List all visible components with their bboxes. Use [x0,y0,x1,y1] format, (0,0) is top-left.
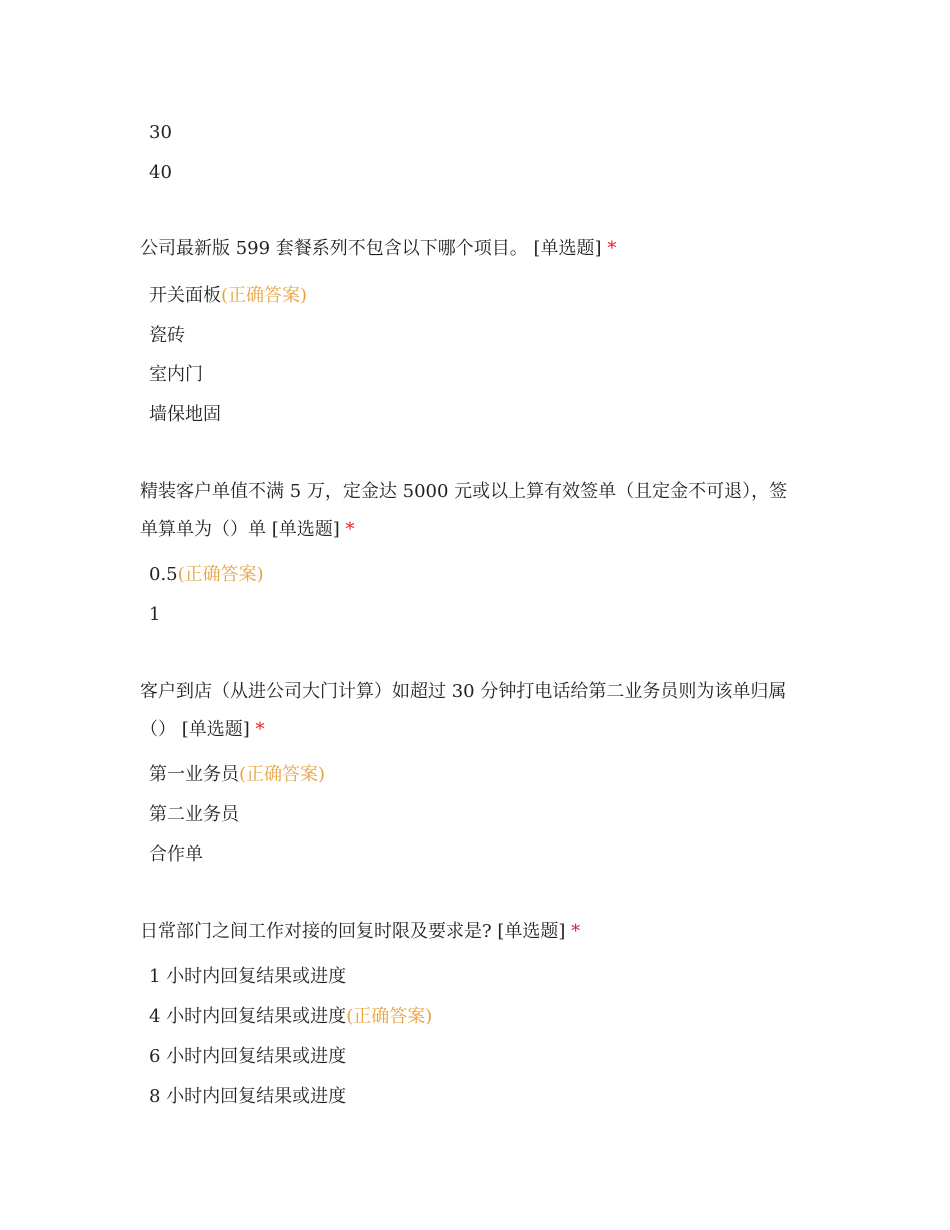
question-text: 公司最新版 599 套餐系列不包含以下哪个项目。 [单选题] [140,238,602,259]
correct-answer-note: (正确答案) [239,764,326,785]
option-label: 开关面板 [149,285,221,306]
option-label: 第一业务员 [149,764,239,785]
option-label: 4 小时内回复结果或进度 [149,1006,347,1027]
option-label: 瓷砖 [149,325,185,346]
required-mark: * [571,921,581,942]
option-item [149,843,203,867]
option-item [149,965,346,989]
option-label: 合作单 [149,844,203,865]
question-title [140,913,802,951]
option-label: 第二业务员 [149,804,239,825]
option-label: 0.5 [149,564,178,585]
option-item [149,1005,432,1029]
question-title [140,230,802,268]
option-item [149,161,172,185]
option-item [149,1045,346,1069]
option-label: 8 小时内回复结果或进度 [149,1086,347,1107]
option-item [149,603,160,627]
option-item [149,803,239,827]
required-mark: * [255,719,265,740]
option-label: 1 小时内回复结果或进度 [149,966,347,987]
option-label: 6 小时内回复结果或进度 [149,1046,347,1067]
option-label: 墙保地固 [149,404,221,425]
correct-answer-note: (正确答案) [221,285,308,306]
option-label: 室内门 [149,364,203,385]
option-item [149,563,264,587]
option-item [149,1085,346,1109]
question-title [140,473,802,549]
question-title [140,673,802,749]
option-item [149,121,172,145]
option-item [149,763,325,787]
question-text: 精装客户单值不满 5 万，定金达 5000 元或以上算有效签单（且定金不可退），签单算单为（）单 [单选题] [140,481,788,540]
option-item [149,324,185,348]
option-item [149,403,221,427]
required-mark: * [607,238,617,259]
option-label: 40 [149,162,172,183]
correct-answer-note: (正确答案) [177,564,264,585]
option-label: 30 [149,122,172,143]
option-label: 1 [149,604,161,625]
question-text: 客户到店（从进公司大门计算）如超过 30 分钟打电话给第二业务员则为该单归属（） [单选题] [140,681,787,740]
option-item [149,284,307,308]
question-text: 日常部门之间工作对接的回复时限及要求是? [单选题] [140,921,566,942]
required-mark: * [345,519,355,540]
correct-answer-note: (正确答案) [346,1006,433,1027]
option-item [149,363,203,387]
